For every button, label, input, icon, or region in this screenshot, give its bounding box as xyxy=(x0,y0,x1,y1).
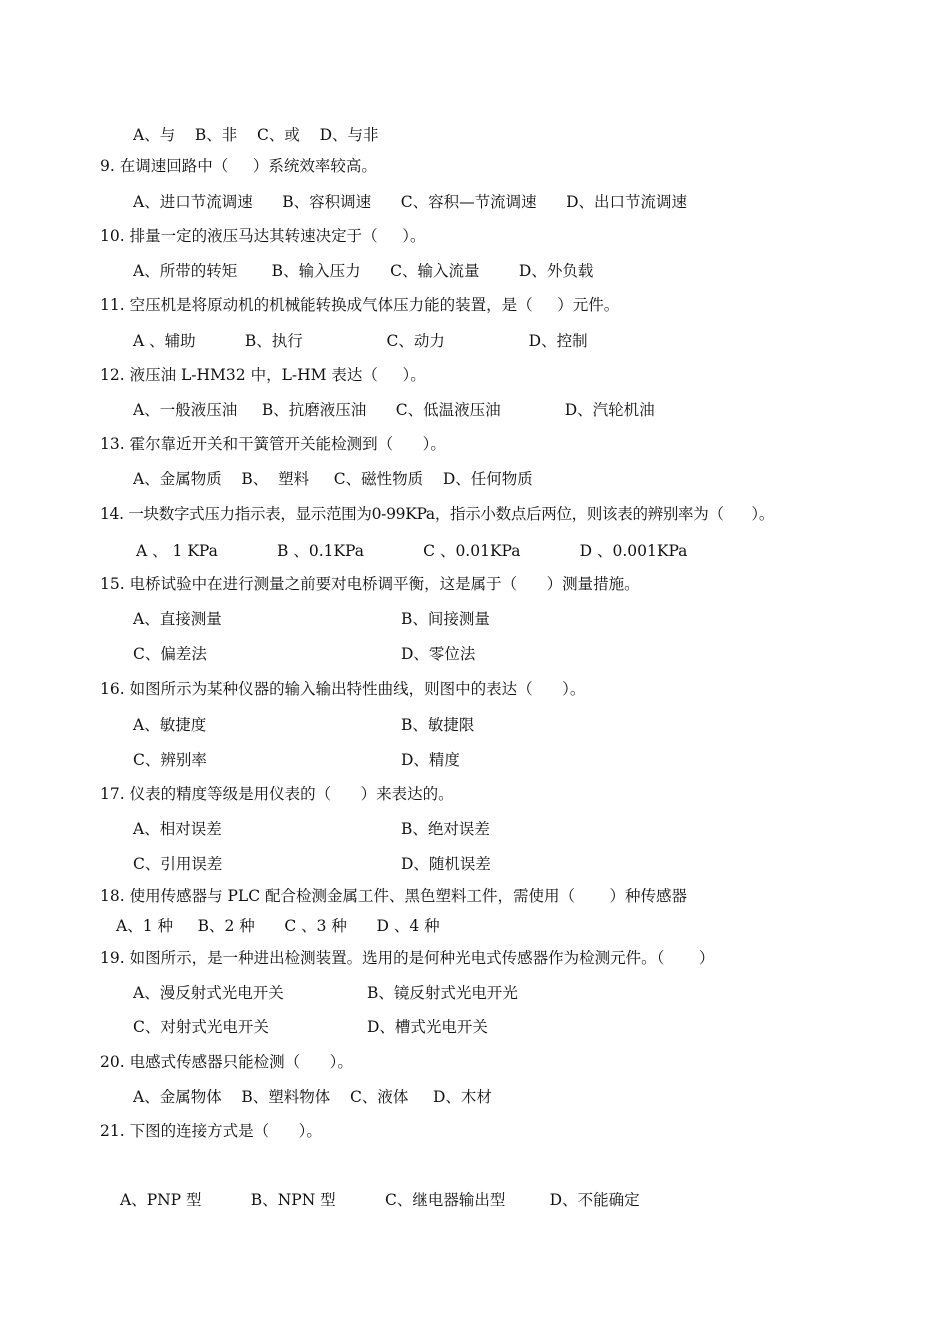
q15-option-b: B、间接测量 xyxy=(401,610,490,628)
q20-options: A、金属物体 B、塑料物体 C、液体 D、木材 xyxy=(133,1088,492,1106)
question-21: 21. 下图的连接方式是（ ）。 xyxy=(100,1122,322,1140)
q14-options: A 、 1 KPa B 、0.1KPa C 、0.01KPa D 、0.001KPa xyxy=(136,542,688,560)
q15-option-c: C、偏差法 xyxy=(133,645,207,663)
q16-option-d: D、精度 xyxy=(401,751,460,769)
q17-option-c: C、引用误差 xyxy=(133,855,223,873)
q16-option-c: C、辨别率 xyxy=(133,751,207,769)
q19-option-b: B、镜反射式光电开光 xyxy=(367,984,518,1002)
q19-option-c: C、对射式光电开关 xyxy=(133,1018,269,1036)
q18-options: A、1 种 B、2 种 C 、3 种 D 、4 种 xyxy=(116,917,440,935)
q17-option-d: D、随机误差 xyxy=(401,855,491,873)
question-16: 16. 如图所示为某种仪器的输入输出特性曲线，则图中的表达（ ）。 xyxy=(100,680,586,698)
q8-options: A、与 B、非 C、或 D、与非 xyxy=(133,126,379,144)
q15-option-d: D、零位法 xyxy=(401,645,476,663)
question-20: 20. 电感式传感器只能检测（ ）。 xyxy=(100,1053,353,1071)
question-12: 12. 液压油 L-HM32 中，L-HM 表达（ ）。 xyxy=(100,366,426,384)
question-19: 19. 如图所示，是一种进出检测装置。选用的是何种光电式传感器作为检测元件。（ ） xyxy=(100,949,715,967)
question-15: 15. 电桥试验中在进行测量之前要对电桥调平衡，这是属于（ ）测量措施。 xyxy=(100,575,640,593)
question-13: 13. 霍尔靠近开关和干簧管开关能检测到（ ）。 xyxy=(100,435,446,453)
question-14: 14. 一块数字式压力指示表，显示范围为0-99KPa，指示小数点后两位，则该表的辨别率为（ ）。 xyxy=(100,505,775,523)
q21-options: A、PNP 型 B、NPN 型 C、继电器输出型 D、不能确定 xyxy=(120,1191,640,1209)
q16-option-a: A、敏捷度 xyxy=(133,716,207,734)
question-9: 9. 在调速回路中（ ）系统效率较高。 xyxy=(100,157,377,175)
q17-option-b: B、绝对误差 xyxy=(401,820,490,838)
q19-option-a: A、漫反射式光电开关 xyxy=(133,984,284,1002)
q9-options: A、进口节流调速 B、容积调速 C、容积—节流调速 D、出口节流调速 xyxy=(133,193,688,211)
q17-option-a: A、相对误差 xyxy=(133,820,222,838)
q15-option-a: A、直接测量 xyxy=(133,610,222,628)
question-18: 18. 使用传感器与 PLC 配合检测金属工件、黑色塑料工件，需使用（ ）种传感器 xyxy=(100,887,688,905)
q13-options: A、金属物质 B、 塑料 C、磁性物质 D、任何物质 xyxy=(133,470,533,488)
q11-options: A 、辅助 B、执行 C、动力 D、控制 xyxy=(133,332,588,350)
question-17: 17. 仪表的精度等级是用仪表的（ ）来表达的。 xyxy=(100,785,454,803)
q12-options: A、一般液压油 B、抗磨液压油 C、低温液压油 D、汽轮机油 xyxy=(133,401,655,419)
question-11: 11. 空压机是将原动机的机械能转换成气体压力能的装置，是（ ）元件。 xyxy=(100,296,620,314)
q10-options: A、所带的转矩 B、输入压力 C、输入流量 D、外负载 xyxy=(133,262,594,280)
question-10: 10. 排量一定的液压马达其转速决定于（ ）。 xyxy=(100,227,426,245)
q16-option-b: B、敏捷限 xyxy=(401,716,475,734)
q19-option-d: D、槽式光电开关 xyxy=(367,1018,488,1036)
